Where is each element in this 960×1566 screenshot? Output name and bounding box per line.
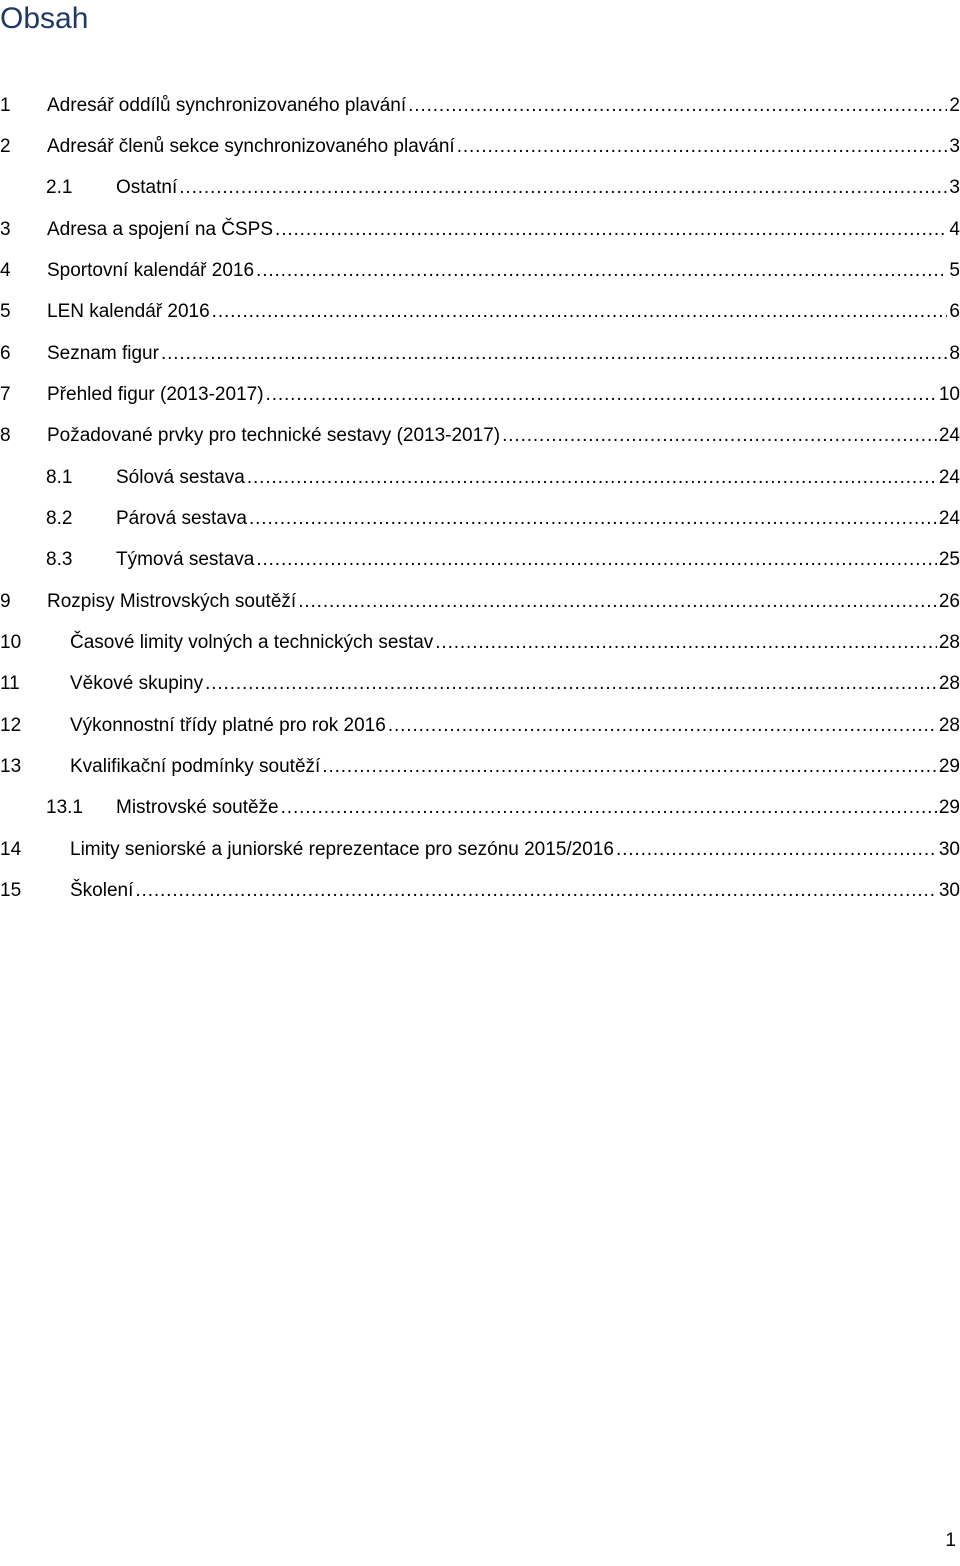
toc-entry-label: Přehled figur (2013-2017) <box>47 383 264 405</box>
toc-dot-leader <box>616 838 937 862</box>
toc-entry-page: 26 <box>938 590 960 612</box>
toc-entry-page: 10 <box>938 383 960 405</box>
toc-dot-leader <box>179 176 947 200</box>
toc-entry-page: 24 <box>938 425 960 447</box>
toc-entry[interactable] <box>0 333 960 374</box>
toc-dot-leader <box>322 755 937 779</box>
toc-entry-number: 8.3 <box>46 549 73 571</box>
toc-entry-page: 24 <box>938 466 960 488</box>
toc-entry[interactable] <box>0 416 960 457</box>
toc-dot-leader <box>256 259 947 283</box>
toc-entry-page: 30 <box>938 838 960 860</box>
toc-dot-leader <box>275 218 947 242</box>
toc-entry-page: 2 <box>949 94 960 116</box>
toc-entry-label: Školení <box>70 879 134 901</box>
toc-dot-leader <box>212 300 948 324</box>
toc-entry-page: 8 <box>949 342 960 364</box>
toc-entry-label: Požadované prvky pro technické sestavy (2013-2017) <box>47 425 501 447</box>
toc-entry[interactable] <box>0 664 960 705</box>
toc-entry-label: Sólová sestava <box>116 466 245 488</box>
toc-entry-number: 4 <box>0 259 11 281</box>
toc-entry[interactable] <box>0 168 960 209</box>
toc-entry[interactable] <box>0 374 960 415</box>
page-number: 1 <box>945 1530 956 1551</box>
toc-entry-number: 10 <box>0 631 22 653</box>
toc-entry-label: Adresář oddílů synchronizovaného plavání <box>47 94 407 116</box>
toc-dot-leader <box>281 796 937 820</box>
toc-entry[interactable] <box>0 746 960 787</box>
toc-entry-page: 4 <box>949 218 960 240</box>
toc-entry[interactable] <box>0 457 960 498</box>
toc-entry-number: 2.1 <box>46 177 73 199</box>
toc-entry-page: 30 <box>938 879 960 901</box>
toc-entry-label: Mistrovské soutěže <box>116 797 279 819</box>
toc-dot-leader <box>205 672 937 696</box>
toc-entry-number: 5 <box>0 301 11 323</box>
toc-entry-number: 9 <box>0 590 11 612</box>
toc-dot-leader <box>457 135 948 159</box>
toc-entry-page: 6 <box>949 301 960 323</box>
toc-entry-label: LEN kalendář 2016 <box>47 301 210 323</box>
toc-entry[interactable] <box>0 581 960 622</box>
toc-entry[interactable] <box>0 498 960 539</box>
toc-entry[interactable] <box>0 209 960 250</box>
toc-entry-page: 29 <box>938 797 960 819</box>
toc-dot-leader <box>247 466 937 490</box>
toc-entry-number: 13 <box>0 755 22 777</box>
page-title: Obsah <box>0 2 89 35</box>
toc-entry[interactable] <box>0 622 960 663</box>
toc-entry[interactable] <box>0 870 960 911</box>
toc-dot-leader <box>266 383 937 407</box>
toc-entry-page: 29 <box>938 755 960 777</box>
toc-entry-label: Seznam figur <box>47 342 159 364</box>
toc-entry-page: 3 <box>949 177 960 199</box>
toc-entry-page: 5 <box>949 259 960 281</box>
toc-entry[interactable] <box>0 705 960 746</box>
toc-dot-leader <box>388 714 937 738</box>
toc-dot-leader <box>256 548 937 572</box>
toc-entry-number: 3 <box>0 218 11 240</box>
toc-entry-number: 2 <box>0 135 11 157</box>
toc-dot-leader <box>502 424 937 448</box>
toc-entry-number: 6 <box>0 342 11 364</box>
table-of-contents <box>0 85 960 912</box>
toc-entry[interactable] <box>0 788 960 829</box>
toc-entry-label: Párová sestava <box>116 507 247 529</box>
toc-entry-number: 14 <box>0 838 22 860</box>
toc-entry-label: Věkové skupiny <box>70 673 204 695</box>
toc-entry-label: Týmová sestava <box>116 549 255 571</box>
toc-entry-label: Sportovní kalendář 2016 <box>47 259 255 281</box>
toc-dot-leader <box>249 507 937 531</box>
toc-entry[interactable] <box>0 829 960 870</box>
toc-entry-page: 28 <box>938 673 960 695</box>
toc-entry[interactable] <box>0 540 960 581</box>
toc-entry-page: 24 <box>938 507 960 529</box>
toc-entry-label: Kvalifikační podmínky soutěží <box>70 755 321 777</box>
toc-entry-number: 8.2 <box>46 507 73 529</box>
toc-entry-label: Výkonnostní třídy platné pro rok 2016 <box>70 714 386 736</box>
toc-entry-number: 11 <box>0 673 20 695</box>
toc-entry-label: Adresář členů sekce synchronizovaného plavání <box>47 135 455 157</box>
toc-entry-label: Časové limity volných a technických sestav <box>70 631 434 653</box>
toc-entry-number: 8 <box>0 425 11 447</box>
toc-entry-number: 8.1 <box>46 466 73 488</box>
toc-entry[interactable] <box>0 250 960 291</box>
toc-entry-number: 7 <box>0 383 11 405</box>
toc-entry-number: 1 <box>0 94 11 116</box>
toc-entry-page: 25 <box>938 549 960 571</box>
toc-entry[interactable] <box>0 292 960 333</box>
toc-entry[interactable] <box>0 126 960 167</box>
toc-entry-label: Rozpisy Mistrovských soutěží <box>47 590 297 612</box>
toc-entry-label: Ostatní <box>116 177 178 199</box>
toc-entry-label: Limity seniorské a juniorské reprezentace pro sezónu 2015/2016 <box>70 838 614 860</box>
toc-entry-page: 3 <box>949 135 960 157</box>
toc-dot-leader <box>408 94 947 118</box>
toc-entry-label: Adresa a spojení na ČSPS <box>47 218 274 240</box>
toc-dot-leader <box>435 631 937 655</box>
toc-entry-page: 28 <box>938 714 960 736</box>
toc-entry-number: 12 <box>0 714 22 736</box>
toc-entry-page: 28 <box>938 631 960 653</box>
toc-dot-leader <box>161 342 947 366</box>
toc-entry-number: 15 <box>0 879 22 901</box>
toc-dot-leader <box>298 590 937 614</box>
toc-entry-number: 13.1 <box>46 797 83 819</box>
toc-dot-leader <box>135 879 936 903</box>
toc-entry[interactable] <box>0 85 960 126</box>
